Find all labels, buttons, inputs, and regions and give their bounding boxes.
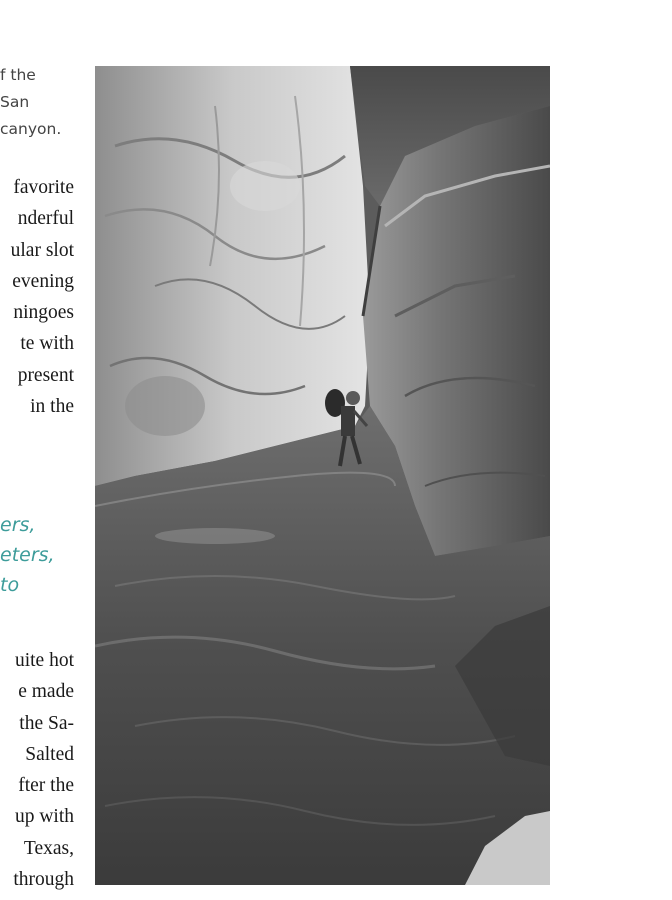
text-line: evening — [12, 270, 74, 292]
pullquote-line: eters, — [0, 544, 55, 566]
text-line: ular slot — [10, 239, 74, 261]
text-line: favorite — [13, 177, 74, 198]
text-line: e made — [18, 681, 74, 703]
body-paragraph-2 — [0, 645, 74, 895]
canyon-photo-image — [95, 66, 550, 885]
text-line: through — [13, 869, 74, 891]
text-line: in the — [30, 396, 74, 418]
caption-line: San — [0, 93, 30, 111]
text-line: nderful — [17, 208, 74, 230]
text-line: present — [17, 364, 74, 386]
pullquote-line: to — [0, 574, 20, 596]
text-line: up with — [14, 806, 74, 828]
body-paragraph-1 — [0, 172, 74, 422]
text-line: ningoes — [13, 302, 74, 324]
text-line: Texas, — [23, 837, 74, 859]
text-line: Salted — [25, 743, 74, 765]
caption-line: canyon. — [0, 120, 62, 138]
text-line: uite hot — [14, 650, 74, 671]
text-line: fter the — [18, 775, 74, 797]
pull-quote — [0, 510, 70, 600]
text-line: te with — [20, 333, 74, 355]
photo-caption — [0, 62, 80, 143]
caption-line: f the — [0, 66, 36, 84]
pullquote-line: ers, — [0, 514, 36, 536]
text-line: the Sa- — [19, 712, 74, 734]
canyon-photo — [95, 66, 550, 885]
